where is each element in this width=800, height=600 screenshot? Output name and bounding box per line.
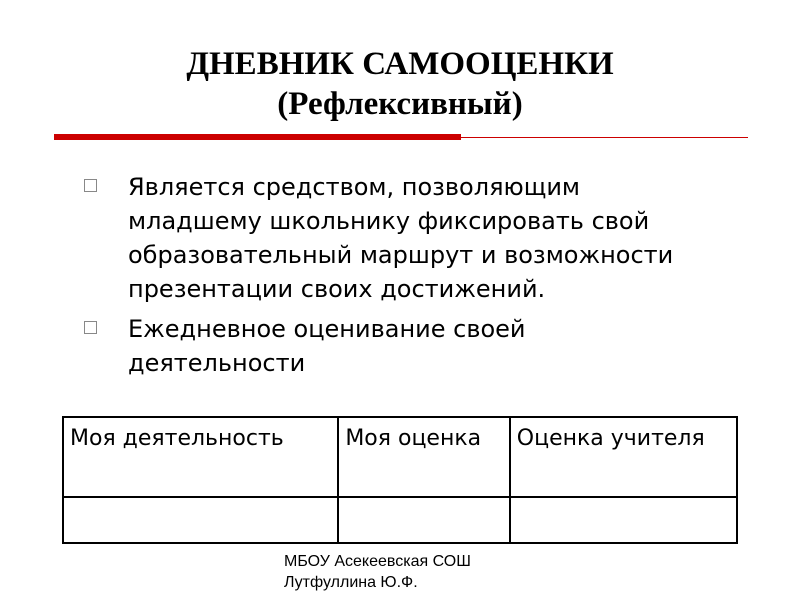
title-main: ДНЕВНИК САМООЦЕНКИ <box>186 46 614 82</box>
footer-school: МБОУ Асекеевская СОШ <box>284 553 471 570</box>
title-underline-thin <box>461 137 748 138</box>
table-row <box>63 497 737 543</box>
title-subtitle: (Рефлексивный) <box>277 86 523 122</box>
table-header-row <box>63 417 737 497</box>
header-my-activity: Моя деятельность <box>63 417 338 497</box>
title-underline-thick <box>54 134 461 140</box>
square-bullet-icon <box>84 321 97 334</box>
slide-title <box>0 44 800 124</box>
header-teacher-score: Оценка учителя <box>510 417 737 497</box>
footer-author: Лутфуллина Ю.Ф. <box>284 574 418 591</box>
bullet-item <box>70 170 710 306</box>
bullet-text: Является средством, позволяющим младшему школьнику фиксировать свой образовательный маршрут и возможности презентации своих достижений. <box>128 173 674 303</box>
self-assessment-table <box>62 416 738 544</box>
table-cell <box>63 497 338 543</box>
square-bullet-icon <box>84 179 97 192</box>
table-cell <box>510 497 737 543</box>
table-cell <box>338 497 509 543</box>
bullet-item <box>70 312 710 380</box>
footer <box>284 551 471 593</box>
bullet-text: Ежедневное оценивание своей деятельности <box>128 315 526 377</box>
bullet-list <box>70 170 710 386</box>
header-my-score: Моя оценка <box>338 417 509 497</box>
